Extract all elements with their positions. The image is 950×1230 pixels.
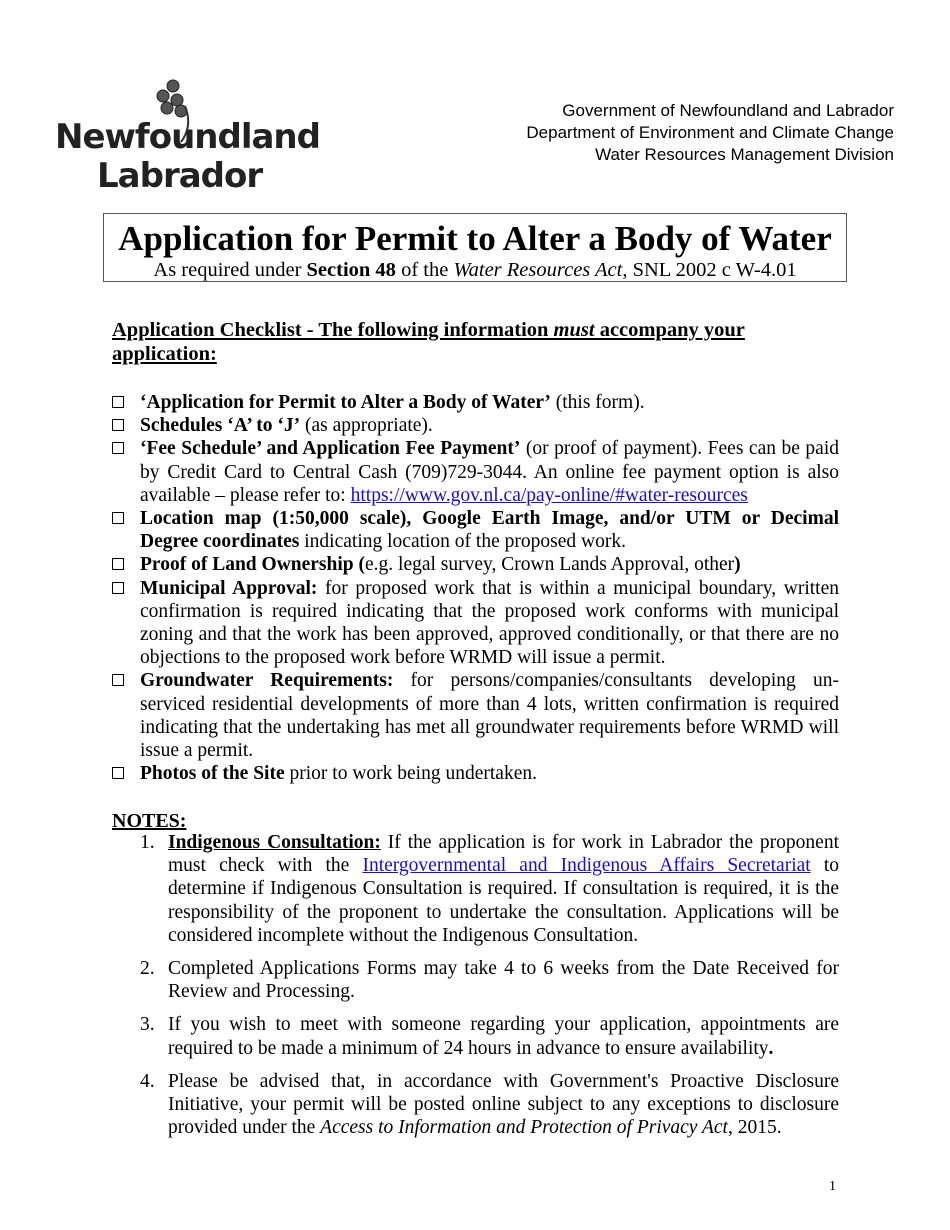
page-number: 1 [829,1179,836,1194]
application-checklist [112,391,839,785]
checkbox[interactable] [112,512,124,524]
checklist-item: Groundwater Requirements: for persons/companies/consultants developing un-serviced residential developments of more than 4 lots, written confirmation is required indicating that the undertaking has met all groundwater requirements before WRMD will issue a permit. [112,669,839,762]
checkbox[interactable] [112,582,124,594]
checklist-item: Proof of Land Ownership (e.g. legal survey, Crown Lands Approval, other) [112,553,839,576]
checklist-item: Municipal Approval: for proposed work that is within a municipal boundary, written confirmation is required indicating that the proposed work conforms with municipal zoning and that the work has been approved, approved conditionally, or that there are no objections to the proposed work before WRMD will issue a permit. [112,577,839,670]
government-header [526,100,894,166]
note-item: 2. Completed Applications Forms may take 4 to 6 weeks from the Date Received for Review and Processing. [140,958,839,1003]
division-name: Water Resources Management Division [595,145,894,164]
logo-text-newfoundland: Newfoundland [55,117,320,157]
department-name: Department of Environment and Climate Change [526,123,894,142]
checklist-item: Photos of the Site prior to work being undertaken. [112,762,839,785]
checklist-heading: Application Checklist - The following information must accompany your application: [112,319,745,365]
checkbox[interactable] [112,674,124,686]
checkbox[interactable] [112,419,124,431]
note-item: 4. Please be advised that, in accordance with Government's Proactive Disclosure Initiative, your permit will be posted online subject to any exceptions to disclosure provided under the Access to Information and Protection of Privacy Act, 2015. [140,1070,839,1139]
nl-government-logo [55,76,320,196]
logo-text-labrador: Labrador [97,156,263,196]
title-box [103,213,847,282]
checkbox[interactable] [112,442,124,454]
checkbox[interactable] [112,767,124,779]
form-title: Application for Permit to Alter a Body of Water [118,219,832,258]
notes-list [112,831,839,1149]
checklist-item: Location map (1:50,000 scale), Google Earth Image, and/or UTM or Decimal Degree coordinates indicating location of the proposed work. [112,507,839,553]
fee-payment-link[interactable]: https://www.gov.nl.ca/pay-online/#water-resources [350,484,748,506]
checkbox[interactable] [112,396,124,408]
notes-heading: NOTES: [112,810,187,832]
form-subtitle: As required under Section 48 of the Water Resources Act, SNL 2002 c W-4.01 [153,259,797,281]
iias-link[interactable]: Intergovernmental and Indigenous Affairs Secretariat [362,855,811,877]
government-name: Government of Newfoundland and Labrador [562,101,894,120]
checklist-item: ‘Application for Permit to Alter a Body of Water’ (this form). [112,391,839,414]
checkbox[interactable] [112,558,124,570]
note-item: 1. Indigenous Consultation: If the application is for work in Labrador the proponent must check with the Intergovernmental and Indigenous Affairs Secretariat to determine if Indigenous Consultation is required. If consultation is required, it is the responsibility of the proponent to undertake the consultation. Applications will be considered incomplete without the Indigenous Consultation. [140,832,839,946]
note-item: 3. If you wish to meet with someone regarding your application, appointments are required to be made a minimum of 24 hours in advance to ensure availability. [140,1014,839,1059]
checklist-item: ‘Fee Schedule’ and Application Fee Payment’ (or proof of payment). Fees can be paid by Credit Card to Central Cash (709)729-3044. An online fee payment option is also available – please refer to: https://www.gov.nl.ca/pay-online/#water-resources [112,437,839,507]
checklist-item: Schedules ‘A’ to ‘J’ (as appropriate). [112,414,839,437]
